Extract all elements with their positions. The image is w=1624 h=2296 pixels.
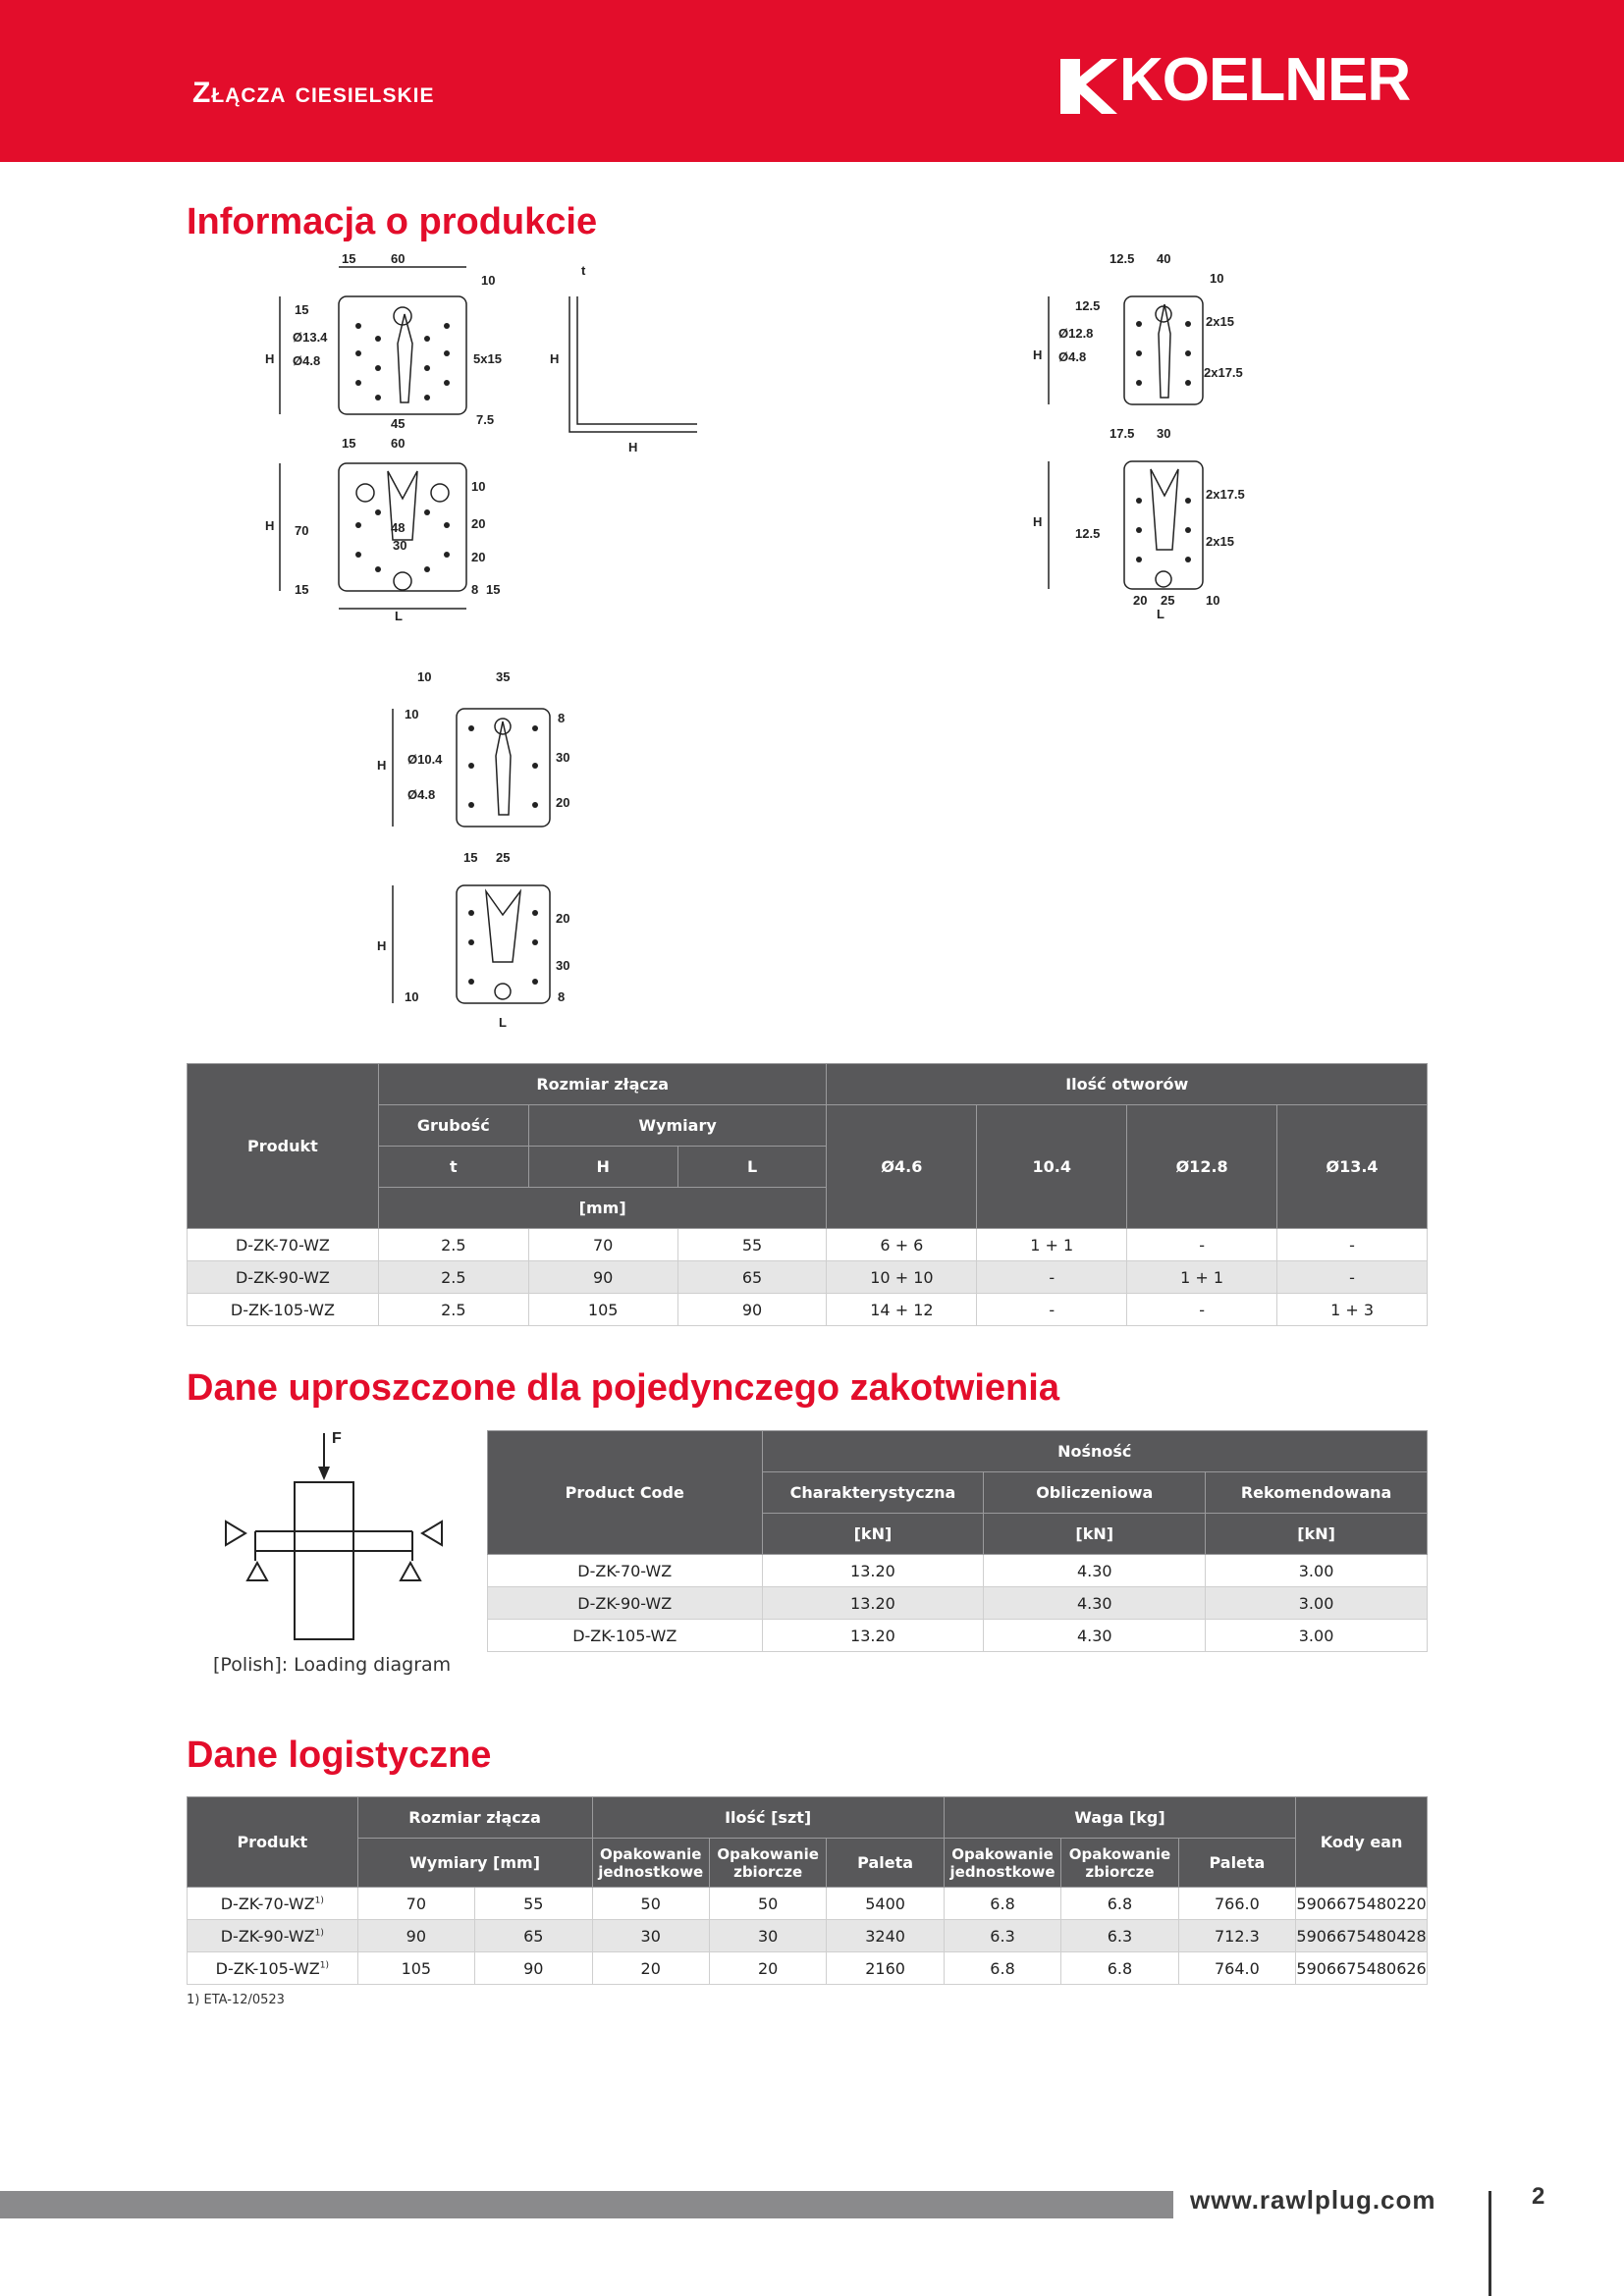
table-row (488, 1587, 1428, 1620)
col-header-design: Obliczeniowa (984, 1472, 1206, 1514)
dim-label: 12.5 (1075, 298, 1101, 313)
dim-label: 45 (391, 416, 406, 431)
dim-label: 60 (391, 436, 406, 451)
dim-label: H (377, 758, 387, 773)
dim-label: 10 (481, 273, 496, 288)
cell: D-ZK-105-WZ (188, 1294, 379, 1326)
cell: - (977, 1294, 1127, 1326)
cell: 90 (475, 1952, 592, 1985)
footnote-ref: 1) (319, 1960, 329, 1971)
dim-label: H (265, 351, 275, 366)
cell: 5906675480626 (1296, 1952, 1428, 1985)
footnote-ref: 1) (314, 1928, 324, 1939)
dim-label: 12.5 (1110, 251, 1135, 266)
loading-diagram (216, 1423, 461, 1659)
dim-label: 8 (558, 711, 566, 725)
cell: 105 (528, 1294, 677, 1326)
cell: 6.3 (944, 1920, 1060, 1952)
cell (188, 1888, 358, 1920)
col-header-size: Rozmiar złącza (357, 1797, 592, 1839)
dim-label: 20 (471, 550, 486, 564)
drawing-small-bracket (1031, 251, 1245, 621)
dim-label: 10 (1210, 271, 1224, 286)
col-header-unit: [kN] (1206, 1514, 1428, 1555)
dim-label: L (499, 1015, 507, 1030)
heading-anchoring-data: Dane uproszczone dla pojedynczego zakotwienia (187, 1367, 1059, 1409)
col-header-product: Produkt (188, 1064, 379, 1229)
cell: 105 (357, 1952, 474, 1985)
cell: 13.20 (762, 1555, 984, 1587)
cell: D-ZK-105-WZ (488, 1620, 763, 1652)
col-header-thickness: Grubość (378, 1105, 528, 1147)
cell: 90 (357, 1920, 474, 1952)
cell: 3.00 (1206, 1587, 1428, 1620)
table-row (188, 1261, 1428, 1294)
dim-label: 20 (471, 516, 486, 531)
cell: 65 (475, 1920, 592, 1952)
cell: 2160 (827, 1952, 944, 1985)
col-header-ean: Kody ean (1296, 1797, 1428, 1888)
dim-label: 70 (295, 523, 309, 538)
section-title: Złącza ciesielskie (192, 77, 435, 109)
cell: - (1277, 1261, 1428, 1294)
col-header-characteristic: Charakterystyczna (762, 1472, 984, 1514)
cell: D-ZK-90-WZ (188, 1261, 379, 1294)
cell: 1 + 1 (977, 1229, 1127, 1261)
table-row (488, 1555, 1428, 1587)
col-header-t: t (378, 1147, 528, 1188)
col-header-unit-pack: Opakowanie jednostkowe (592, 1839, 709, 1888)
cell: 70 (357, 1888, 474, 1920)
cell: 764.0 (1178, 1952, 1295, 1985)
heading-logistics: Dane logistyczne (187, 1735, 492, 1776)
dim-label: 10 (1206, 593, 1220, 608)
dim-label: H (377, 938, 387, 953)
dim-label: 7.5 (476, 412, 495, 427)
cell: 6.8 (1061, 1952, 1178, 1985)
cell: 90 (677, 1294, 827, 1326)
dim-label: 40 (1157, 251, 1171, 266)
col-header-holes: Ilość otworów (827, 1064, 1428, 1105)
cell: - (1127, 1229, 1277, 1261)
dim-label: 10 (405, 707, 419, 721)
cell: 10 + 10 (827, 1261, 977, 1294)
brand-logo (1058, 46, 1432, 114)
dim-label: 8 (558, 989, 566, 1004)
dim-label: 15 (295, 302, 309, 317)
cell: 70 (528, 1229, 677, 1261)
footer-url[interactable]: www.rawlplug.com (1190, 2185, 1436, 2215)
dim-label: 12.5 (1075, 526, 1101, 541)
cell: 30 (592, 1920, 709, 1952)
dim-label: 25 (1161, 593, 1175, 608)
dim-label: Ø4.8 (293, 353, 321, 368)
col-header-l: L (677, 1147, 827, 1188)
cell: 4.30 (984, 1620, 1206, 1652)
cell: 3.00 (1206, 1555, 1428, 1587)
product-code: D-ZK-105-WZ (215, 1958, 320, 1978)
cell: 766.0 (1178, 1888, 1295, 1920)
col-header-pallet: Paleta (827, 1839, 944, 1888)
cell: 1 + 3 (1277, 1294, 1428, 1326)
col-header-product: Produkt (188, 1797, 358, 1888)
dim-label: H (1033, 347, 1043, 362)
product-code: D-ZK-90-WZ (220, 1926, 315, 1946)
dim-label: 20 (556, 795, 570, 810)
dim-label: 20 (1133, 593, 1148, 608)
footer-bar (0, 2191, 1173, 2218)
col-header-hole-4: Ø13.4 (1277, 1105, 1428, 1229)
dim-label: Ø13.4 (293, 330, 328, 345)
dim-label: t (581, 263, 586, 278)
cell: 6.8 (944, 1952, 1060, 1985)
cell: 50 (709, 1888, 826, 1920)
col-header-dimensions: Wymiary [mm] (357, 1839, 592, 1888)
col-header-dimensions: Wymiary (528, 1105, 827, 1147)
force-label: F (332, 1430, 342, 1447)
dim-label: Ø10.4 (407, 752, 443, 767)
dim-label: 17.5 (1110, 426, 1135, 441)
cell: D-ZK-70-WZ (188, 1229, 379, 1261)
cell: - (1127, 1294, 1277, 1326)
col-header-code: Product Code (488, 1431, 763, 1555)
dim-label: 60 (391, 251, 406, 266)
col-header-size: Rozmiar złącza (378, 1064, 827, 1105)
table-row (488, 1620, 1428, 1652)
dim-label: L (1157, 607, 1164, 621)
dim-label: 30 (393, 538, 407, 553)
dim-label: 5x15 (473, 351, 502, 366)
page-header (0, 0, 1624, 162)
dim-label: 2x15 (1206, 534, 1234, 549)
dim-label: 30 (1157, 426, 1171, 441)
cell: 90 (528, 1261, 677, 1294)
dim-label: 30 (556, 958, 570, 973)
dim-label: H (628, 440, 638, 454)
cell (188, 1920, 358, 1952)
cell: 65 (677, 1261, 827, 1294)
dim-label: 10 (471, 479, 486, 494)
dim-label: 48 (391, 520, 406, 535)
cell: 50 (592, 1888, 709, 1920)
table-row (188, 1920, 1428, 1952)
dim-label: 25 (496, 850, 511, 865)
drawing-large-bracket (265, 251, 815, 623)
dim-label: 15 (295, 582, 309, 597)
diagram-caption: [Polish]: Loading diagram (213, 1654, 452, 1676)
col-header-unit: [kN] (762, 1514, 984, 1555)
cell: 5400 (827, 1888, 944, 1920)
col-header-capacity: Nośność (762, 1431, 1427, 1472)
col-header-hole-2: 10.4 (977, 1105, 1127, 1229)
dim-label: Ø12.8 (1058, 326, 1094, 341)
col-header-bulk-pack: Opakowanie zbiorcze (709, 1839, 826, 1888)
cell: 6.3 (1061, 1920, 1178, 1952)
cell: 6.8 (1061, 1888, 1178, 1920)
dim-label: 15 (463, 850, 478, 865)
col-header-hole-1: Ø4.6 (827, 1105, 977, 1229)
dim-label: 2x17.5 (1206, 487, 1245, 502)
cell: 3240 (827, 1920, 944, 1952)
logistics-table (187, 1796, 1428, 1985)
cell: 55 (677, 1229, 827, 1261)
cell: 1 + 1 (1127, 1261, 1277, 1294)
cell: 20 (709, 1952, 826, 1985)
cell: 712.3 (1178, 1920, 1295, 1952)
dim-label: 15 (486, 582, 501, 597)
product-code: D-ZK-70-WZ (220, 1894, 315, 1913)
col-header-h: H (528, 1147, 677, 1188)
logo-k-mark-icon (1058, 57, 1119, 116)
cell: 6 + 6 (827, 1229, 977, 1261)
col-header-recommended: Rekomendowana (1206, 1472, 1428, 1514)
footer-divider (1489, 2191, 1491, 2296)
col-header-bulk-pack: Opakowanie zbiorcze (1061, 1839, 1178, 1888)
footnote: 1) ETA-12/0523 (187, 1993, 285, 2007)
dim-label: H (1033, 514, 1043, 529)
table-row (188, 1229, 1428, 1261)
heading-product-info: Informacja o produkcie (187, 201, 598, 242)
cell: 13.20 (762, 1587, 984, 1620)
cell: 13.20 (762, 1620, 984, 1652)
dim-label: H (550, 351, 560, 366)
cell: 20 (592, 1952, 709, 1985)
dim-label: 10 (417, 669, 432, 684)
cell: 4.30 (984, 1587, 1206, 1620)
table-row (188, 1888, 1428, 1920)
page-number: 2 (1532, 2183, 1545, 2210)
dim-label: 35 (496, 669, 511, 684)
cell: 55 (475, 1888, 592, 1920)
dim-label: 10 (405, 989, 419, 1004)
dim-label: 2x17.5 (1204, 365, 1243, 380)
col-header-unit: [mm] (378, 1188, 827, 1229)
cell: 2.5 (378, 1229, 528, 1261)
capacity-table (487, 1430, 1428, 1652)
col-header-hole-3: Ø12.8 (1127, 1105, 1277, 1229)
arrow-down-icon (318, 1467, 330, 1480)
dim-label: 30 (556, 750, 570, 765)
dim-label: 8 (471, 582, 479, 597)
col-header-pallet: Paleta (1178, 1839, 1295, 1888)
dim-label: H (265, 518, 275, 533)
dim-label: 15 (342, 251, 356, 266)
cell: - (977, 1261, 1127, 1294)
dim-label: 15 (342, 436, 356, 451)
col-header-unit: [kN] (984, 1514, 1206, 1555)
cell: - (1277, 1229, 1428, 1261)
cell: 6.8 (944, 1888, 1060, 1920)
footnote-ref: 1) (314, 1896, 324, 1906)
product-dimensions-table (187, 1063, 1428, 1326)
dim-label: Ø4.8 (407, 787, 436, 802)
cell: 3.00 (1206, 1620, 1428, 1652)
col-header-weight: Waga [kg] (944, 1797, 1295, 1839)
cell: 5906675480428 (1296, 1920, 1428, 1952)
cell: D-ZK-90-WZ (488, 1587, 763, 1620)
dim-label: 2x15 (1206, 314, 1234, 329)
cell: 4.30 (984, 1555, 1206, 1587)
cell: D-ZK-70-WZ (488, 1555, 763, 1587)
col-header-quantity: Ilość [szt] (592, 1797, 944, 1839)
drawing-medium-bracket (373, 667, 569, 1031)
cell (188, 1952, 358, 1985)
cell: 30 (709, 1920, 826, 1952)
table-row (188, 1294, 1428, 1326)
table-row (188, 1952, 1428, 1985)
cell: 5906675480220 (1296, 1888, 1428, 1920)
cell: 14 + 12 (827, 1294, 977, 1326)
brand-wordmark: KOELNER (1119, 46, 1411, 114)
dim-label: Ø4.8 (1058, 349, 1087, 364)
cell: 2.5 (378, 1261, 528, 1294)
dim-label: L (395, 609, 403, 623)
col-header-unit-pack: Opakowanie jednostkowe (944, 1839, 1060, 1888)
dim-label: 20 (556, 911, 570, 926)
cell: 2.5 (378, 1294, 528, 1326)
